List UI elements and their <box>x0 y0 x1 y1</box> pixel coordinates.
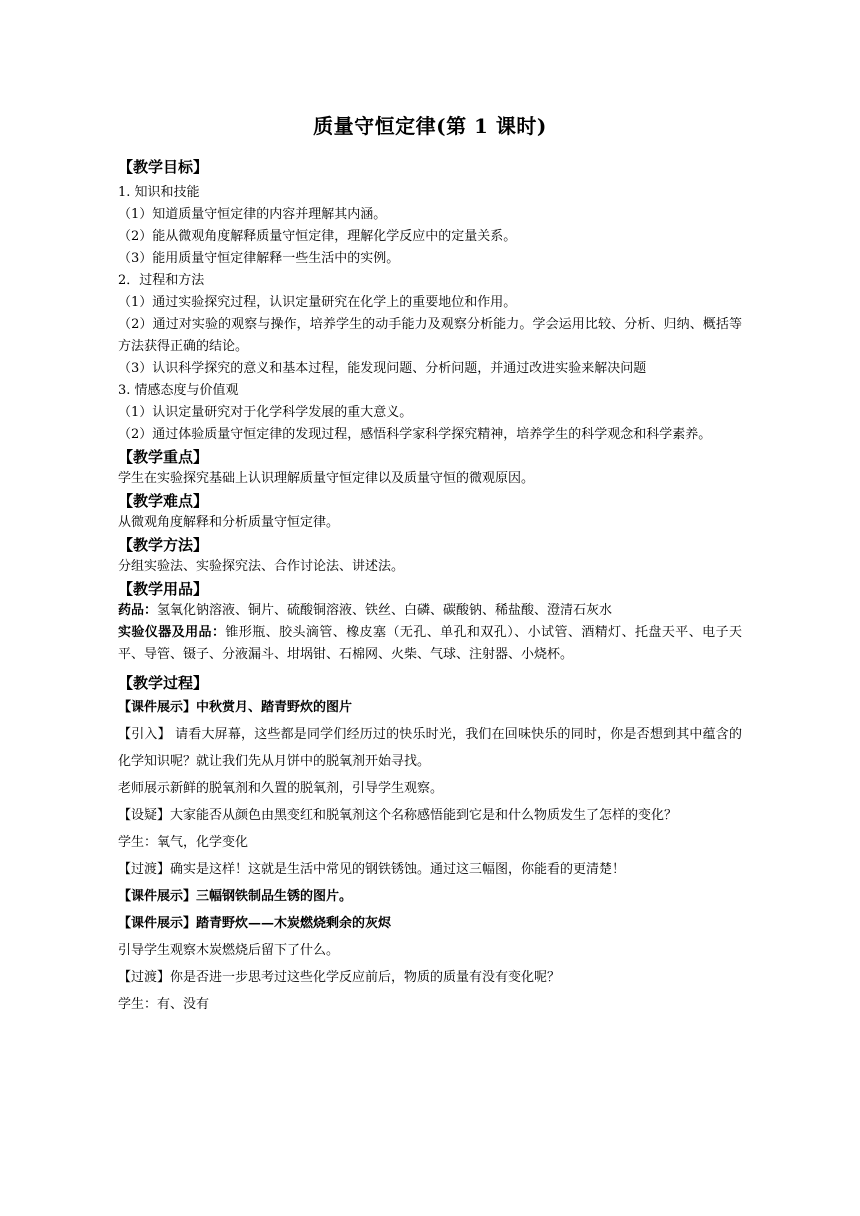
process-p1: 【课件展示】中秋赏月、踏青野炊的图片 <box>118 700 353 715</box>
key-point-heading: 【教学重点】 <box>118 448 209 466</box>
process-item-3: （3）认识科学探究的意义和基本过程，能发现问题、分析问题，并通过改进实验来解决问题 <box>118 361 647 376</box>
instruments-text: 锥形瓶、胶头滴管、橡皮塞（无孔、单孔和双孔）、小试管、酒精灯、托盘天平、电子天平、导管、镊子、分液漏斗、坩埚钳、石棉网、火柴、气球、注射器、小烧杯。 <box>118 625 742 662</box>
knowledge-title: 1. 知识和技能 <box>118 185 200 200</box>
process-p6: 【过渡】确实是这样！这就是生活中常见的钢铁锈蚀。通过这三幅图，你能看的更清楚！ <box>118 862 626 877</box>
process-item-2: （2）通过对实验的观察与操作，培养学生的动手能力及观察分析能力。学会运用比较、分析、归纳、概括等方法获得正确的结论。 <box>118 317 742 354</box>
method-heading: 【教学方法】 <box>118 536 209 554</box>
process-heading: 【教学过程】 <box>118 674 209 692</box>
objectives-heading: 【教学目标】 <box>118 158 209 176</box>
process-p7: 【课件展示】三幅钢铁制品生锈的图片。 <box>118 889 353 904</box>
process-p9: 引导学生观察木炭燃烧后留下了什么。 <box>118 943 340 958</box>
process-p8: 【课件展示】踏青野炊——木炭燃烧剩余的灰烬 <box>118 916 392 931</box>
process-item-1: （1）通过实验探究过程，认识定量研究在化学上的重要地位和作用。 <box>118 295 517 310</box>
emotion-item-2: （2）通过体验质量守恒定律的发现过程，感悟科学家科学探究精神，培养学生的科学观念和科学素养。 <box>118 427 712 442</box>
drugs-text: 氢氧化钠溶液、铜片、硫酸铜溶液、铁丝、白磷、碳酸钠、稀盐酸、澄清石灰水 <box>157 603 613 618</box>
process-p4: 【设疑】大家能否从颜色由黑变红和脱氧剂这个名称感悟能到它是和什么物质发生了怎样的变化？ <box>118 808 678 823</box>
process-p2 <box>118 721 742 775</box>
document-page <box>118 110 742 1018</box>
process-p11: 学生：有、没有 <box>118 997 210 1012</box>
materials-heading: 【教学用品】 <box>118 580 209 598</box>
instruments-label: 实验仪器及用品： <box>118 625 226 640</box>
drugs-label: 药品： <box>118 603 158 618</box>
emotion-title: 3. 情感态度与价值观 <box>118 383 239 398</box>
method-text: 分组实验法、实验探究法、合作讨论法、讲述法。 <box>118 559 405 574</box>
instruments-line <box>118 622 742 666</box>
process-p10: 【过渡】你是否进一步思考过这些化学反应前后，物质的质量有没有变化呢？ <box>118 970 561 985</box>
difficulty-heading: 【教学难点】 <box>118 492 209 510</box>
knowledge-item-3: （3）能用质量守恒定律解释一些生活中的实例。 <box>118 251 400 266</box>
intro-text: 请看大屏幕，这些都是同学们经历过的快乐时光，我们在回味快乐的同时，你是否想到其中蕴含的化学知识呢？就让我们先从月饼中的脱氧剂开始寻找。 <box>118 727 742 769</box>
process-p5: 学生：氧气，化学变化 <box>118 835 249 850</box>
knowledge-item-2: （2）能从微观角度解释质量守恒定律，理解化学反应中的定量关系。 <box>118 229 517 244</box>
knowledge-item-1: （1）知道质量守恒定律的内容并理解其内涵。 <box>118 207 387 222</box>
drugs-line <box>118 600 742 622</box>
emotion-item-1: （1）认识定量研究对于化学科学发展的重大意义。 <box>118 405 413 420</box>
key-point-text: 学生在实验探究基础上认识理解质量守恒定律以及质量守恒的微观原因。 <box>118 471 535 486</box>
process-title: 2．过程和方法 <box>118 273 205 288</box>
intro-label: 【引入】 <box>118 727 171 742</box>
difficulty-text: 从微观角度解释和分析质量守恒定律。 <box>118 515 340 530</box>
process-p3: 老师展示新鲜的脱氧剂和久置的脱氧剂，引导学生观察。 <box>118 781 444 796</box>
page-title: 质量守恒定律(第 1 课时) <box>313 114 547 138</box>
